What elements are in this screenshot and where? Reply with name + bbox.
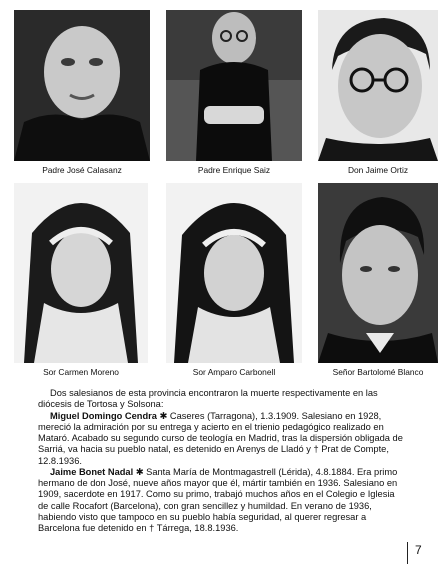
photo-jose-calasanz [14, 10, 150, 161]
caption-amparo-carbonell: Sor Amparo Carbonell [192, 367, 276, 377]
photo-carmen-moreno [14, 183, 148, 363]
caption-carmen-moreno: Sor Carmen Moreno [43, 367, 119, 377]
biography-text [38, 388, 404, 534]
caption-jaime-ortiz: Don Jaime Ortiz [347, 165, 409, 175]
footer-divider [407, 542, 408, 564]
bio-jaime-name: Jaime Bonet Nadal [50, 466, 134, 477]
bio-miguel-domingo [38, 411, 404, 467]
bio-jaime-bonet [38, 467, 404, 535]
photo-bartolome-blanco [318, 183, 438, 363]
page-number: 7 [415, 543, 422, 557]
caption-bartolome-blanco: Señor Bartolomé Blanco [332, 367, 424, 377]
caption-enrique-saiz: Padre Enrique Saiz [197, 165, 271, 175]
photo-enrique-saiz [166, 10, 302, 161]
bio-miguel-text: ✱ Caseres (Tarragona), 1.3.1909. Salesiano en 1928, mereció la admiración por su entrega y acierto en el trienio pedagógico realizado en Mataró. Acabado su segundo curso de teología en Madrid, tras la dispersión obligada de Sarriá, va hacia su pueblo natal, es detenido en Arenys de Lladó y † Prat de Compte, 12.8.1936. [38, 410, 403, 466]
photo-amparo-carbonell [166, 183, 302, 363]
photo-jaime-ortiz [318, 10, 438, 161]
intro-paragraph: Dos salesianos de esta provincia encontraron la muerte respectivamente en las diócesis de Tortosa y Solsona: [38, 388, 378, 410]
bio-miguel-name: Miguel Domingo Cendra [50, 410, 157, 421]
bio-jaime-text: ✱ Santa María de Montmagastrell (Lérida), 4.8.1884. Era primo hermano de don José, nueve años mayor que él, mártir también en 1936. Salesiano en 1909, sacerdote en 1917. Como su primo, trabajó muchos años en el Colegio e Iglesia de calle Rocafort (Barcelona), con gran sencillez y humildad. En verano de 1936, habiendo visto que tampoco en su pueblo había seguridad, al querer regresar a Barcelona fue detenido en † Tárrega, 18.8.1936. [38, 466, 398, 533]
caption-jose-calasanz: Padre José Calasanz [42, 165, 122, 175]
